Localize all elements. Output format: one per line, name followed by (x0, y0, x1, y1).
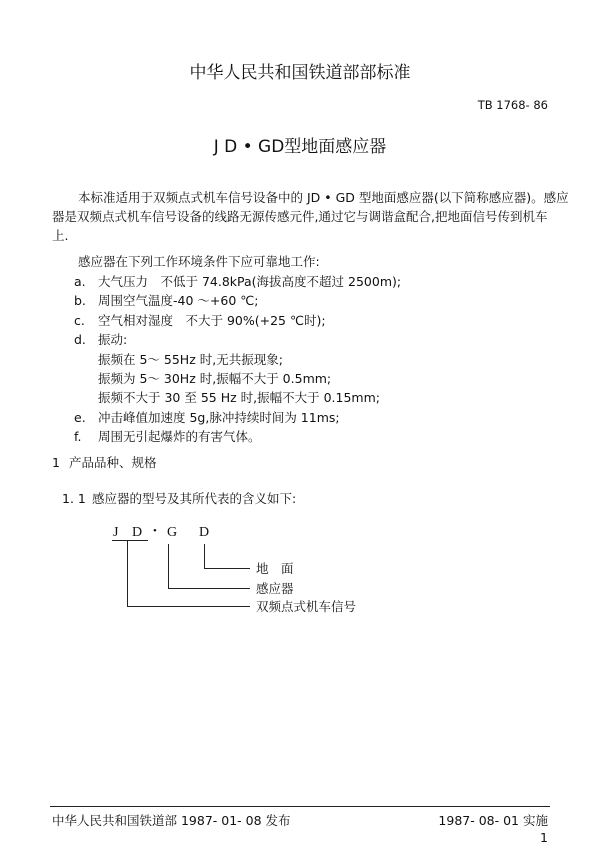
condition-text: 周围空气温度-40 ～+60 ℃; (98, 293, 259, 309)
condition-mark: d. (74, 332, 86, 348)
leader-d-horizontal (204, 568, 250, 569)
condition-text: 冲击峰值加速度 5g,脉冲持续时间为 11ms; (98, 409, 340, 425)
issuing-body-header: 中华人民共和国铁道部部标准 (189, 63, 411, 83)
section-1-1-number: 1. 1 (62, 491, 86, 506)
condition-text: 振频不大于 30 至 55 Hz 时,振幅不大于 0.15mm; (98, 390, 380, 406)
label-inductor: 感应器 (256, 581, 294, 596)
intro-line-3: 上. (52, 228, 69, 243)
label-ground: 地 面 (256, 561, 294, 576)
section-1-title: 产品品种、规格 (69, 455, 157, 470)
intro-conditions: 感应器在下列工作环境条件下应可靠地工作: (78, 254, 320, 269)
condition-mark: f. (74, 429, 82, 445)
condition-text: 大气压力 不低于 74.8kPa(海拔高度不超过 2500m); (98, 274, 402, 289)
leader-jd-horizontal (127, 606, 250, 607)
issue-date: 中华人民共和国铁道部 1987- 01- 08 发布 (52, 813, 291, 828)
jd-underline (112, 540, 148, 541)
separator-dot: • (153, 525, 157, 537)
intro-line-2: 器是双频点式机车信号设备的线路无源传感元件,通过它与调谐盒配合,把地面信号传到机车 (52, 209, 548, 224)
condition-text: 振动: (98, 332, 128, 348)
leader-g-horizontal (168, 588, 250, 589)
condition-text: 振频为 5～ 30Hz 时,振幅不大于 0.5mm; (98, 371, 332, 386)
footer-divider (50, 806, 550, 807)
standard-code: TB 1768- 86 (477, 98, 548, 112)
condition-text: 空气相对湿度 不大于 90%(+25 ℃时); (98, 312, 326, 328)
effective-date: 1987- 08- 01 实施 (438, 813, 548, 828)
condition-mark: b. (74, 293, 86, 309)
condition-text: 振频在 5～ 55Hz 时,无共振现象; (98, 351, 283, 367)
label-dual-freq-signal: 双频点式机车信号 (256, 599, 357, 614)
page-number: 1 (540, 830, 548, 845)
condition-mark: c. (74, 312, 85, 328)
letter-g: G (167, 525, 178, 540)
condition-mark: e. (74, 409, 86, 425)
page-title: J D • GD型地面感应器 (213, 137, 387, 157)
letter-j: J (113, 525, 119, 540)
section-1-1-title: 感应器的型号及其所代表的含义如下: (92, 491, 297, 506)
leader-d-vertical (204, 544, 205, 569)
letter-d: D (132, 525, 143, 540)
letter-d-2: D (199, 525, 210, 540)
leader-jd-vertical (127, 541, 128, 607)
intro-line-1: 本标准适用于双频点式机车信号设备中的 JD • GD 型地面感应器(以下简称感应器)。感应 (78, 190, 569, 205)
condition-mark: a. (74, 274, 86, 289)
leader-g-vertical (168, 544, 169, 589)
section-1-number: 1 (52, 455, 60, 470)
condition-text: 周围无引起爆炸的有害气体。 (98, 429, 261, 445)
